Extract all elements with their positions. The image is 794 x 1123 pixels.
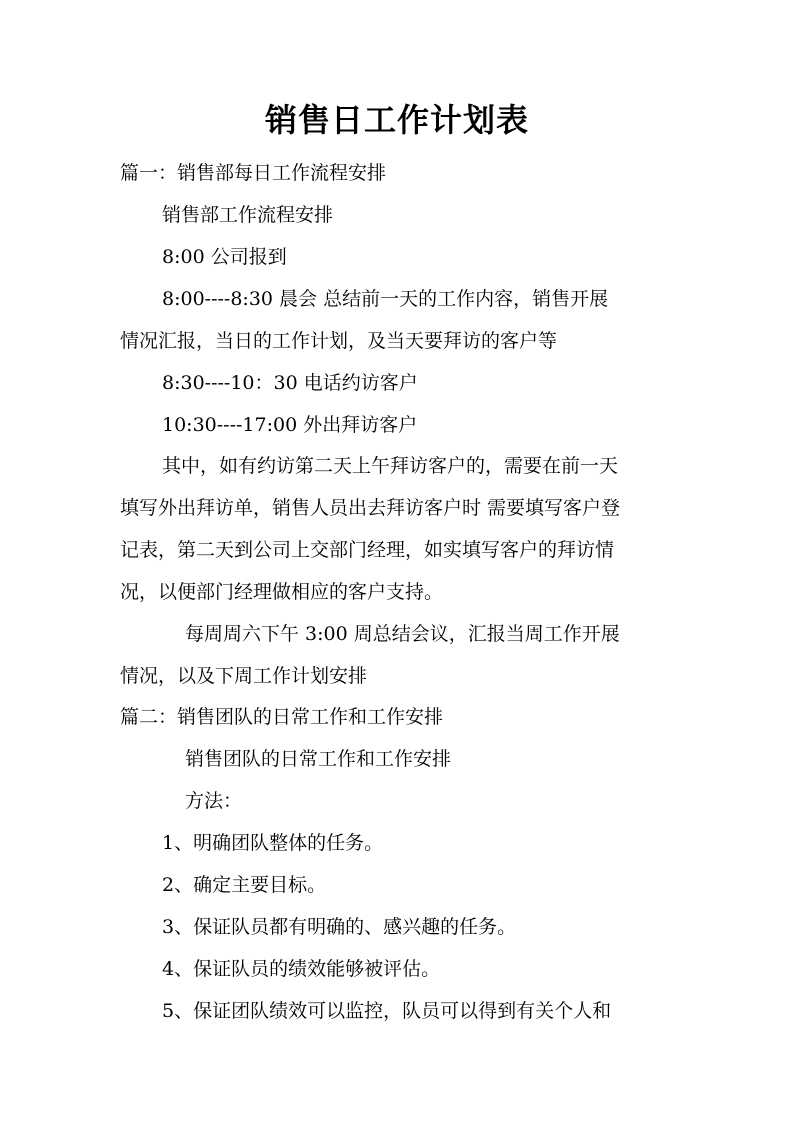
paragraph-line: 情况汇报，当日的工作计划，及当天要拜访的客户等 [120,330,558,352]
paragraph-line: 其中，如有约访第二天上午拜访客户的，需要在前一天 [162,455,619,477]
paragraph-line: 销售团队的日常工作和工作安排 [185,748,452,770]
schedule-line: 8:00----8:30 晨会 总结前一天的工作内容，销售开展 [162,288,609,310]
list-item: 3、保证队员都有明确的、感兴趣的任务。 [162,916,517,938]
paragraph-line: 记表，第二天到公司上交部门经理，如实填写客户的拜访情 [120,539,615,561]
schedule-line: 8:30----10：30 电话约访客户 [162,372,418,394]
paragraph-line: 况，以便部门经理做相应的客户支持。 [120,581,444,603]
list-item: 4、保证队员的绩效能够被评估。 [162,958,441,980]
schedule-line: 8:00 公司报到 [162,246,287,268]
list-item: 2、确定主要目标。 [162,874,327,896]
schedule-line: 10:30----17:00 外出拜访客户 [162,414,418,436]
paragraph-line: 方法： [185,790,243,812]
paragraph-line: 销售部工作流程安排 [162,204,334,226]
list-item: 5、保证团队绩效可以监控，队员可以得到有关个人和 [162,1000,612,1022]
paragraph-line: 每周周六下午 3:00 周总结会议，汇报当周工作开展 [185,623,620,645]
paragraph-line: 情况，以及下周工作计划安排 [120,665,368,687]
document-title: 销售日工作计划表 [264,101,529,139]
paragraph-line: 填写外出拜访单，销售人员出去拜访客户时 需要填写客户登 [120,497,621,519]
list-item: 1、明确团队整体的任务。 [162,832,384,854]
section-heading-2: 篇二：销售团队的日常工作和工作安排 [120,706,444,728]
section-heading-1: 篇一：销售部每日工作流程安排 [120,162,387,184]
